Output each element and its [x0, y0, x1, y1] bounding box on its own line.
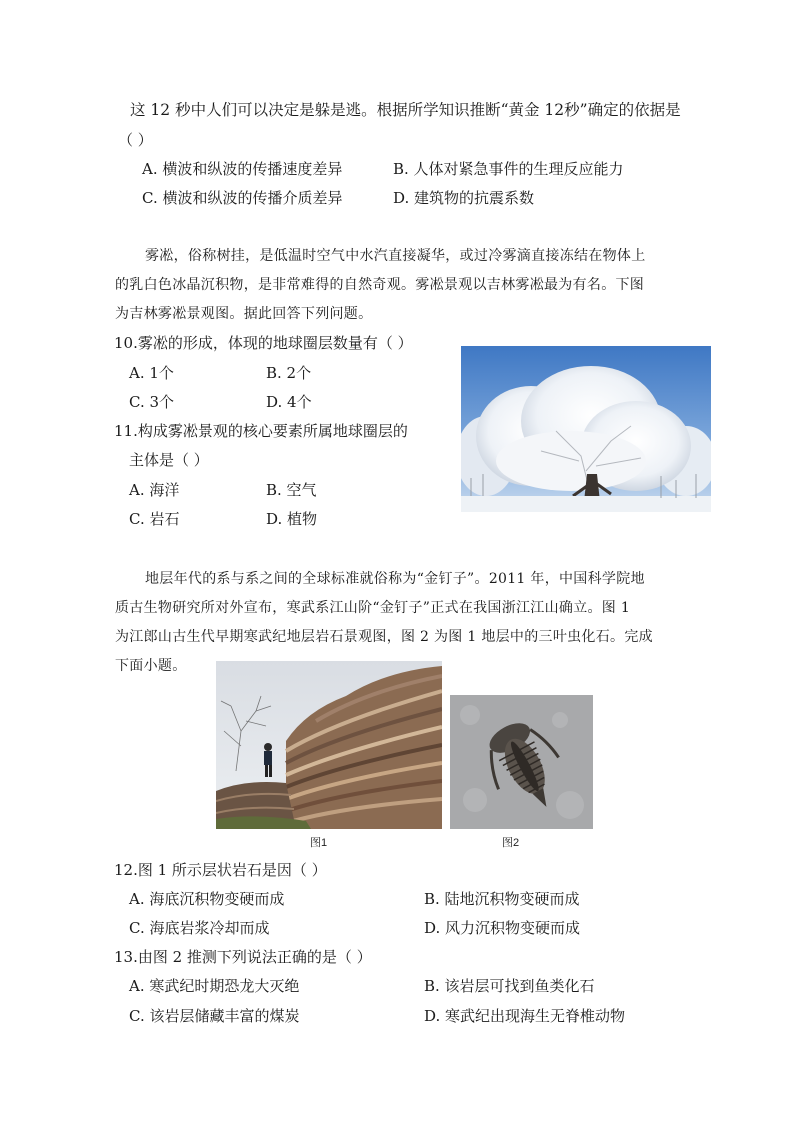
q12-option-d: D. 风力沉积物变硬而成 [424, 919, 581, 937]
rime-passage-line-1: 雾凇，俗称树挂，是低温时空气中水汽直接凝华，或过冷雾滴直接冻结在物体上 [145, 248, 646, 264]
trilobite-illustration [450, 695, 593, 829]
q10-option-a: A. 1个 [129, 364, 174, 382]
q11-stem-line-2: 主体是（ ） [129, 451, 209, 469]
q11-option-b: B. 空气 [266, 481, 317, 499]
figure-1-caption: 图1 [310, 837, 328, 849]
q9-option-a: A. 横波和纵波的传播速度差异 [142, 160, 343, 178]
q10-option-b: B. 2个 [266, 364, 312, 382]
q9-option-c: C. 横波和纵波的传播介质差异 [142, 189, 343, 207]
q12-option-c: C. 海底岩浆冷却而成 [129, 919, 270, 937]
layered-rock-photo [216, 661, 442, 829]
rime-passage-line-3: 为吉林雾凇景观图。据此回答下列问题。 [115, 306, 373, 322]
strata-passage-line-3: 为江郎山古生代早期寒武纪地层岩石景观图，图 2 为图 1 地层中的三叶虫化石。完成 [115, 629, 653, 645]
q13-stem: 13.由图 2 推测下列说法正确的是（ ） [114, 948, 372, 966]
q12-option-b: B. 陆地沉积物变硬而成 [424, 890, 580, 908]
q12-stem: 12.图 1 所示层状岩石是因（ ） [114, 861, 327, 879]
q10-option-c: C. 3个 [129, 393, 175, 411]
strata-passage-line-2: 质古生物研究所对外宣布，寒武系江山阶“金钉子”正式在我国浙江江山确立。图 1 [115, 600, 631, 616]
figure-2-caption: 图2 [502, 837, 520, 849]
q11-stem-line-1: 11.构成雾凇景观的核心要素所属地球圈层的 [114, 422, 408, 440]
strata-passage-line-1: 地层年代的系与系之间的全球标准就俗称为“金钉子”。2011 年，中国科学院地 [145, 571, 645, 587]
strata-passage-line-4: 下面小题。 [115, 658, 187, 674]
q13-option-a: A. 寒武纪时期恐龙大灭绝 [129, 977, 300, 995]
q13-option-d: D. 寒武纪出现海生无脊椎动物 [424, 1007, 626, 1025]
rime-passage-line-2: 的乳白色冰晶沉积物，是非常难得的自然奇观。雾凇景观以吉林雾凇最为有名。下图 [115, 277, 645, 293]
rime-tree-photo [461, 346, 711, 512]
q11-option-d: D. 植物 [266, 510, 318, 528]
q9-option-d: D. 建筑物的抗震系数 [393, 189, 535, 207]
rime-tree-illustration [461, 346, 711, 512]
q11-option-c: C. 岩石 [129, 510, 180, 528]
q10-option-d: D. 4个 [266, 393, 312, 411]
q9-answer-paren: （ ） [118, 131, 153, 149]
q11-option-a: A. 海洋 [129, 481, 180, 499]
q13-option-b: B. 该岩层可找到鱼类化石 [424, 977, 595, 995]
q13-option-c: C. 该岩层储藏丰富的煤炭 [129, 1007, 300, 1025]
q9-option-b: B. 人体对紧急事件的生理反应能力 [393, 160, 624, 178]
q12-option-a: A. 海底沉积物变硬而成 [129, 890, 285, 908]
layered-rock-illustration [216, 661, 442, 829]
q9-stem-line: 这 12 秒中人们可以决定是躲是逃。根据所学知识推断“黄金 12秒”确定的依据是 [130, 101, 681, 119]
trilobite-fossil-photo [450, 695, 593, 829]
q10-stem: 10.雾凇的形成，体现的地球圈层数量有（ ） [114, 334, 413, 352]
